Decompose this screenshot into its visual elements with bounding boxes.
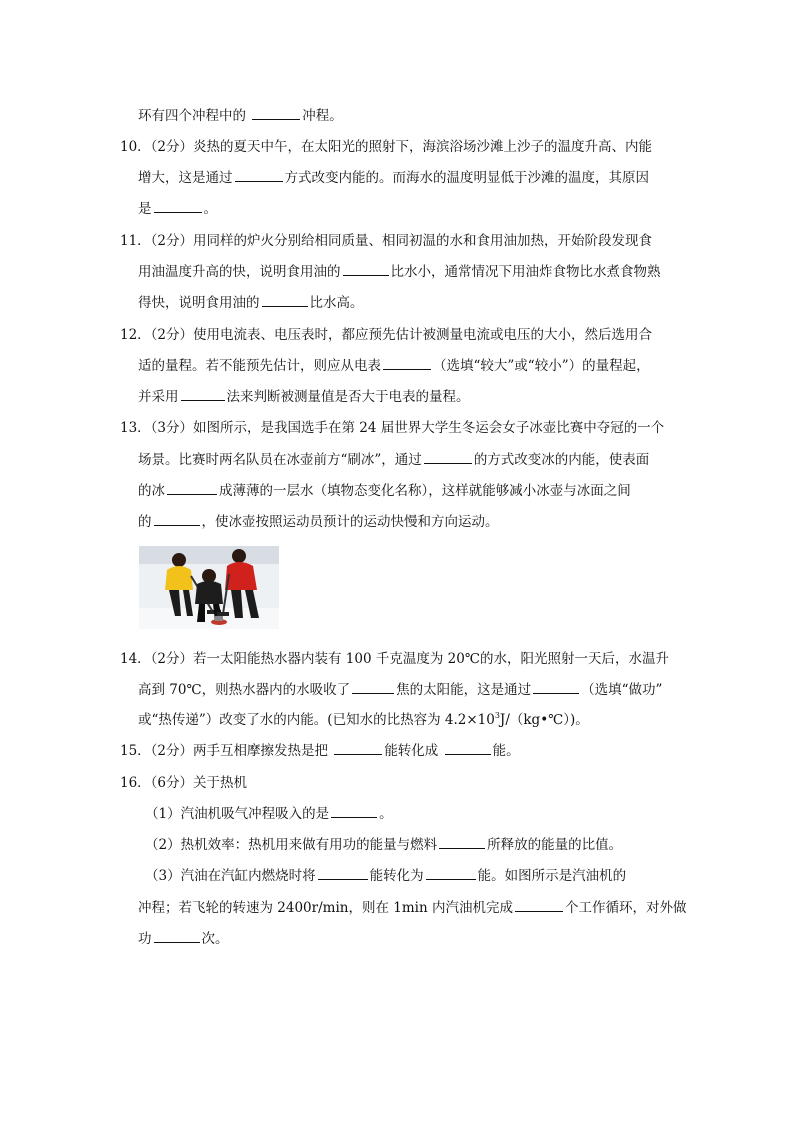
text: 或“热传递”）改变了水的内能。(已知水的比热容为 4.2×10 [138, 712, 495, 728]
question-10-line-2 [138, 166, 698, 186]
text: 所释放的能量的比值。 [487, 837, 623, 853]
text: （2）热机效率：热机用来做有用功的能量与燃料 [145, 837, 438, 853]
text: 环有四个冲程中的 [138, 108, 251, 124]
text: 能转化成 [384, 743, 443, 759]
answer-blank[interactable] [424, 451, 472, 464]
question-14-line-1 [120, 647, 690, 667]
answer-blank[interactable] [334, 742, 382, 755]
answer-blank[interactable] [533, 681, 579, 694]
text: （3）汽油在汽缸内燃烧时将 [145, 868, 316, 884]
question-13-line-3 [138, 479, 698, 499]
text: 场景。比赛时两名队员在冰壶前方“刷冰”，通过 [138, 452, 422, 468]
answer-blank[interactable] [445, 742, 491, 755]
text: 次。 [201, 931, 229, 947]
question-12-line-2 [138, 354, 698, 374]
question-16-line-5 [138, 927, 698, 947]
text: 冲程。 [302, 108, 343, 124]
text: 并采用 [138, 389, 179, 405]
answer-blank[interactable] [343, 263, 389, 276]
answer-blank[interactable] [235, 169, 283, 182]
answer-blank[interactable] [352, 681, 394, 694]
question-16-line-4 [138, 896, 698, 916]
text: 比水高。 [309, 295, 364, 311]
text: 方式改变内能的。而海水的温度明显低于沙滩的温度，其原因 [284, 170, 649, 186]
text: 高到 70℃，则热水器内的水吸收了 [138, 682, 351, 698]
answer-blank[interactable] [439, 836, 485, 849]
question-12-line-3 [138, 385, 698, 405]
text: 14．（2分）若一太阳能热水器内装有 100 千克温度为 20℃的水，阳光照射一天后，水温升 [120, 651, 669, 667]
text: 能。 [492, 743, 520, 759]
question-15-line-1 [120, 739, 690, 759]
question-13-line-1 [120, 416, 690, 436]
answer-blank[interactable] [154, 200, 202, 213]
answer-blank[interactable] [426, 867, 476, 880]
text: 用油温度升高的快，说明食用油的 [138, 264, 341, 280]
text: 。 [203, 201, 217, 217]
question-14-line-3 [138, 708, 698, 728]
question-11-line-3 [138, 291, 698, 311]
text: 得快，说明食用油的 [138, 295, 260, 311]
text: 个工作循环，对外做 [564, 900, 687, 916]
text: 增大，这是通过 [138, 170, 233, 186]
text: 比水小，通常情况下用油炸食物比水煮食物熟 [390, 264, 661, 280]
answer-blank[interactable] [383, 357, 431, 370]
text: 10．（2分）炎热的夏天中午，在太阳光的照射下，海滨浴场沙滩上沙子的温度升高、内能 [120, 139, 653, 155]
text: J/（kg•℃）)。 [499, 712, 589, 728]
text: 12．（2分）使用电流表、电压表时，都应预先估计被测量电流或电压的大小，然后选用合 [120, 327, 653, 343]
answer-blank[interactable] [252, 107, 300, 120]
answer-blank[interactable] [154, 930, 200, 943]
text: 成薄薄的一层水（填物态变化名称），这样就能够减小冰壶与冰面之间 [219, 483, 631, 499]
question-10-line-3 [138, 197, 698, 217]
answer-blank[interactable] [154, 513, 200, 526]
question-16-line-1 [120, 771, 690, 791]
question-11-line-1 [120, 229, 690, 249]
text: 能转化为 [369, 868, 424, 884]
exponent: 3 [494, 711, 500, 720]
question-13-line-2 [138, 448, 698, 468]
text: ，使冰壶按照运动员预计的运动快慢和方向运动。 [201, 514, 499, 530]
text: 的 [138, 514, 152, 530]
text: 适的量程。若不能预先估计，则应从电表 [138, 358, 381, 374]
question-11-line-2 [138, 260, 698, 280]
answer-blank[interactable] [331, 805, 377, 818]
answer-blank[interactable] [515, 899, 563, 912]
answer-blank[interactable] [181, 388, 225, 401]
text: 能。如图所示是汽油机的 [477, 868, 627, 884]
question-16-sub-3 [145, 864, 705, 884]
text: 是 [138, 201, 152, 217]
curling-photo [139, 546, 279, 629]
text: 11．（2分）用同样的炉火分别给相同质量、相同初温的水和食用油加热，开始阶段发现食 [120, 233, 653, 249]
text: 。 [379, 806, 393, 822]
question-13-line-4 [138, 510, 698, 530]
text: 功 [138, 931, 152, 947]
answer-blank[interactable] [318, 867, 368, 880]
text: 法来判断被测量值是否大于电表的量程。 [226, 389, 470, 405]
question-12-line-1 [120, 323, 690, 343]
text: 的方式改变冰的内能，使表面 [473, 452, 650, 468]
answer-blank[interactable] [167, 482, 217, 495]
question-16-sub-2 [145, 833, 705, 853]
text: （选填“做功” [581, 682, 663, 698]
question-16-sub-1 [145, 802, 705, 822]
text: 13．（3分）如图所示，是我国选手在第 24 届世界大学生冬运会女子冰壶比赛中夺冠的一个 [120, 420, 665, 436]
text: （1）汽油机吸气冲程吸入的是 [145, 806, 330, 822]
text: 15．（2分）两手互相摩擦发热是把 [120, 743, 333, 759]
question-9-tail [138, 104, 698, 124]
question-14-line-2 [138, 678, 698, 698]
text: （选填“较大”或“较小”）的量程起， [433, 358, 650, 374]
text: 的冰 [138, 483, 165, 499]
question-10-line-1 [120, 135, 690, 155]
text: 16．（6分）关于热机 [120, 775, 248, 791]
answer-blank[interactable] [262, 294, 308, 307]
text: 焦的太阳能，这是通过 [396, 682, 532, 698]
text: 冲程；若飞轮的转速为 2400r/min，则在 1min 内汽油机完成 [138, 900, 513, 916]
